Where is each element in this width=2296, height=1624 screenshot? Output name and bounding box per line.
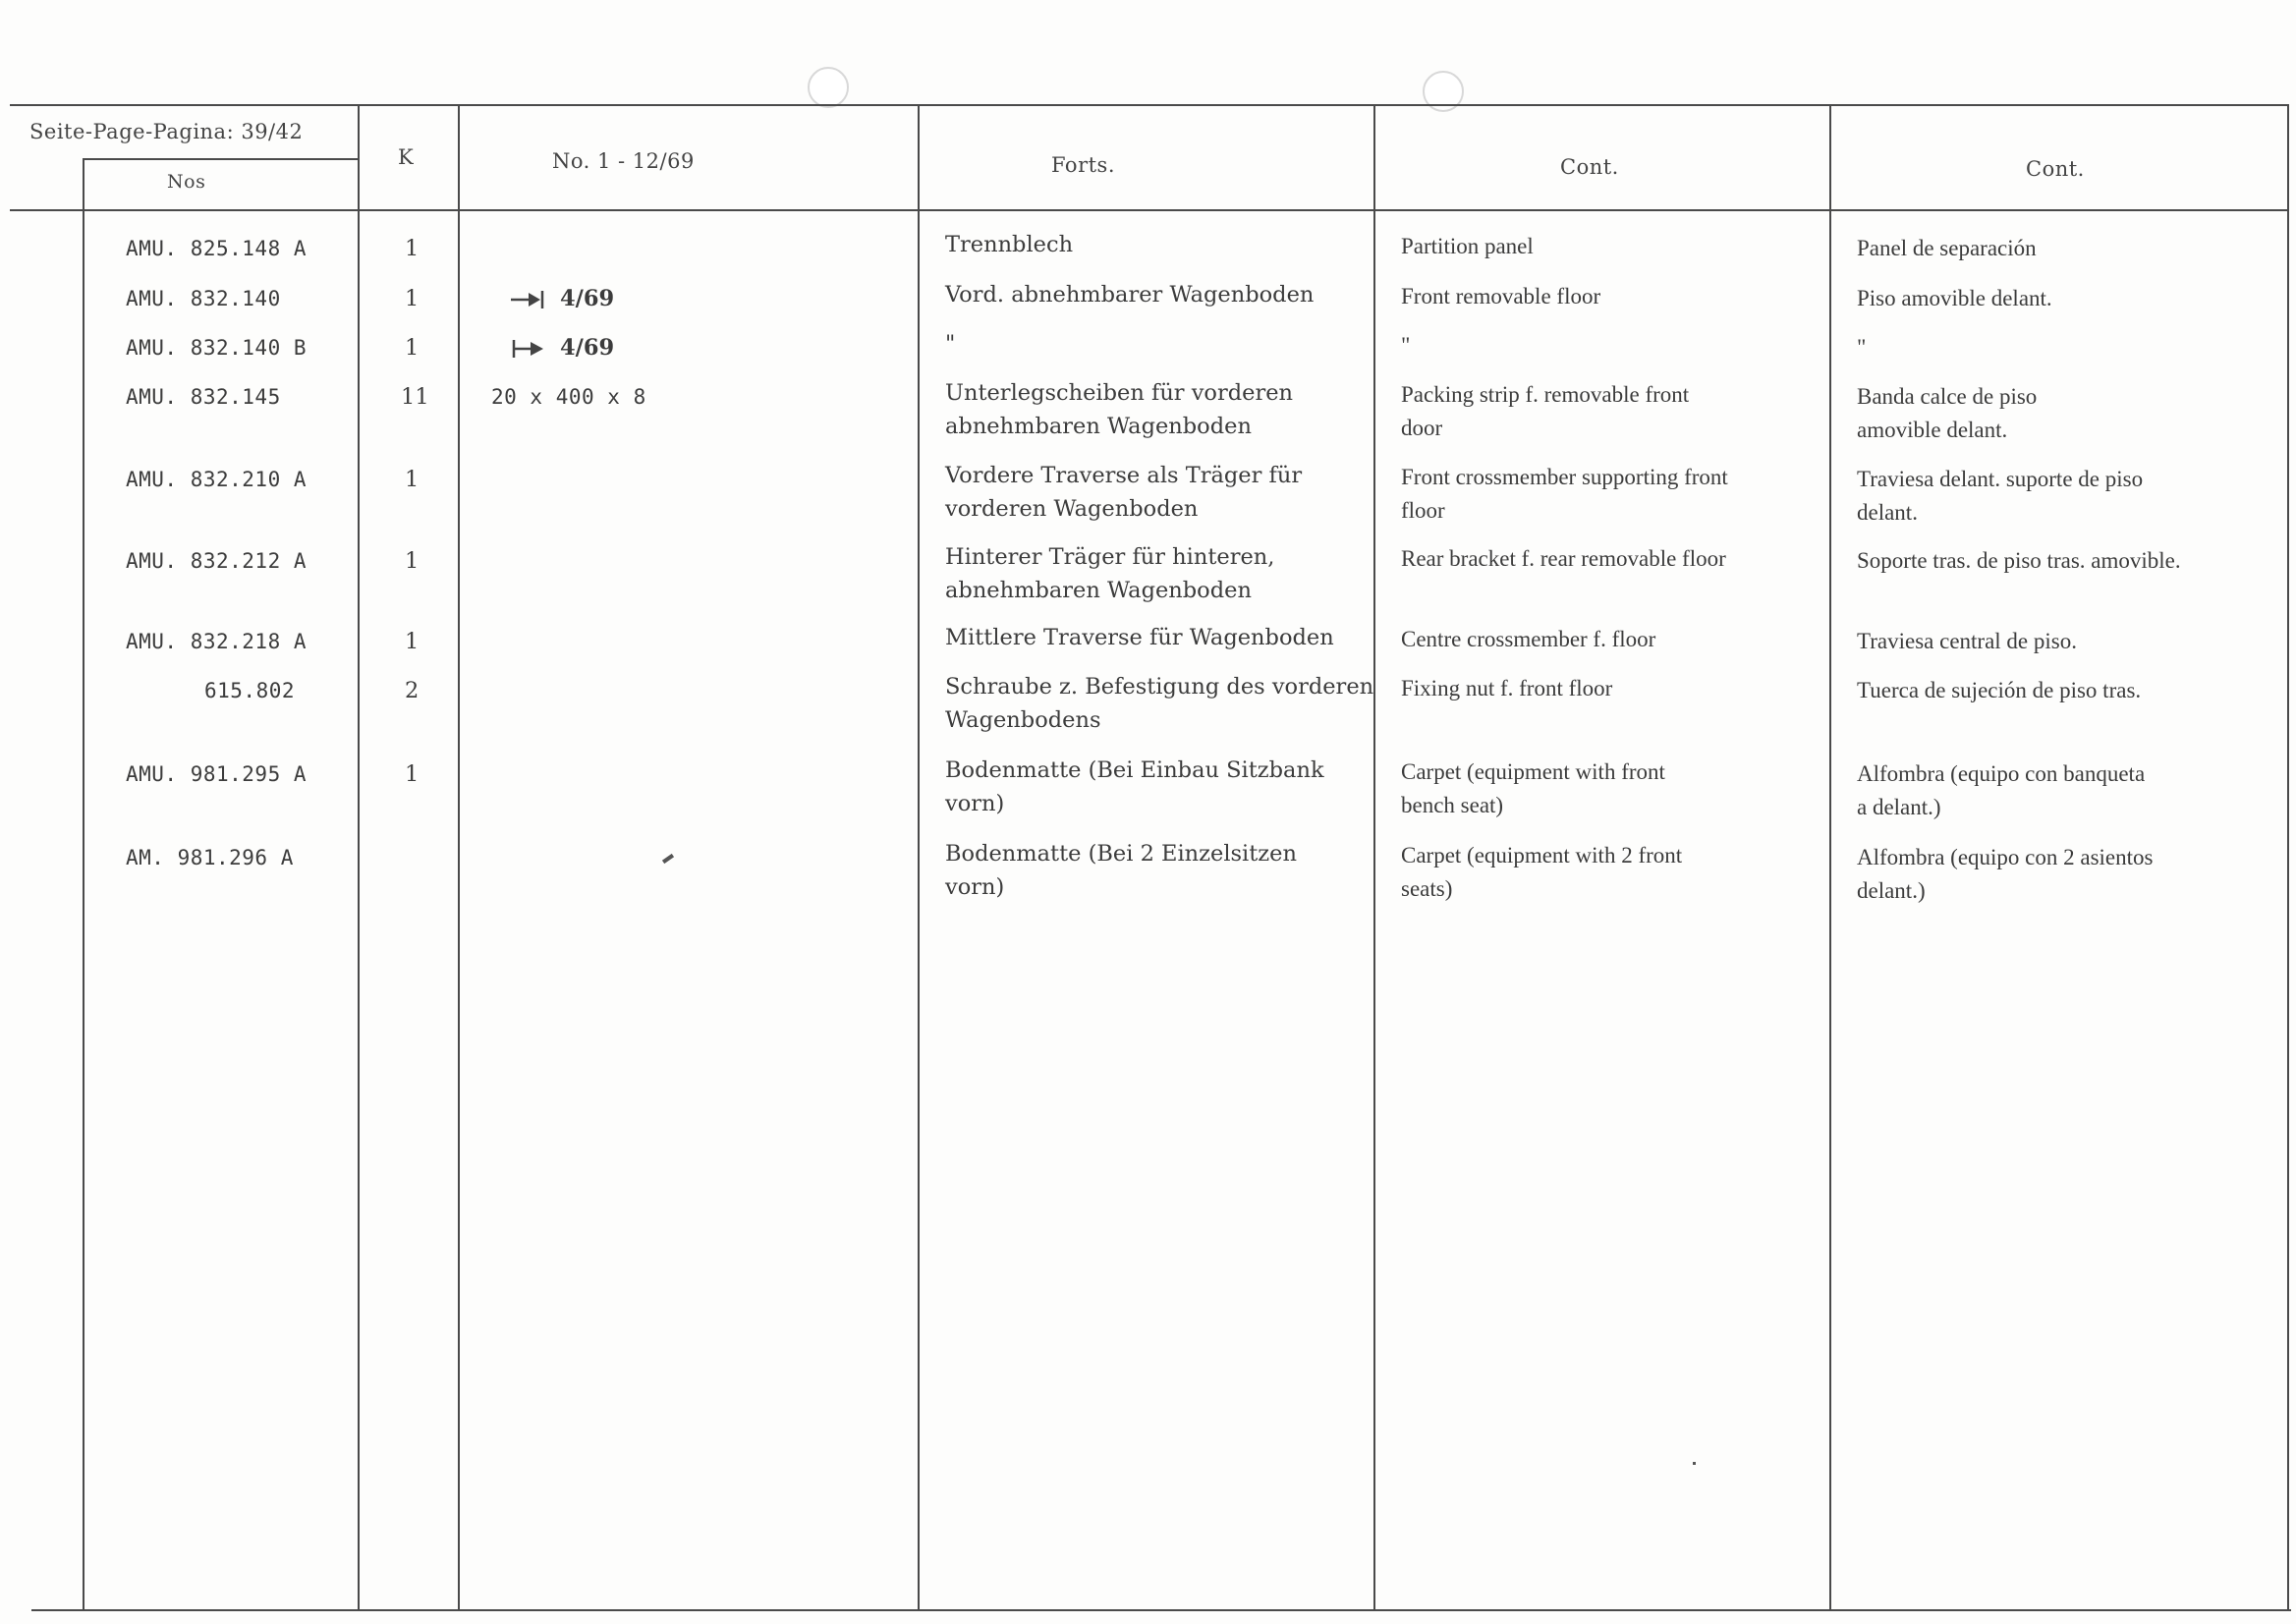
description-german-line: abnehmbaren Wagenboden xyxy=(945,414,1252,439)
description-spanish xyxy=(1857,331,1866,364)
description-english-line: bench seat) xyxy=(1401,793,1504,817)
description-english-line: door xyxy=(1401,416,1443,440)
end-arrow-icon xyxy=(511,289,546,310)
part-number: AMU. 832.140 B xyxy=(126,336,308,360)
description-german xyxy=(945,228,1073,261)
validity-note xyxy=(511,282,614,315)
part-number: 615.802 xyxy=(204,679,296,702)
description-english xyxy=(1401,542,1726,576)
part-number: AMU. 832.218 A xyxy=(126,630,308,653)
description-english-line: Partition panel xyxy=(1401,234,1534,258)
header-bottom-rule xyxy=(10,209,2287,211)
k-column-header: K xyxy=(398,145,415,169)
quantity: 1 xyxy=(405,286,420,311)
description-german xyxy=(945,278,1314,311)
description-spanish-line: Soporte tras. de piso tras. amovible. xyxy=(1857,548,2181,573)
description-spanish-line: Traviesa central de piso. xyxy=(1857,629,2077,653)
description-german xyxy=(945,459,1302,526)
description-english xyxy=(1401,756,1665,822)
description-english xyxy=(1401,280,1600,313)
page-number-label: Seite-Page-Pagina: 39/42 xyxy=(29,120,304,143)
part-number: AMU. 832.210 A xyxy=(126,468,308,491)
nos-column-header: Nos xyxy=(167,171,206,193)
part-number: AMU. 832.145 xyxy=(126,385,281,409)
column-rule-es-right xyxy=(2287,104,2289,1610)
description-english xyxy=(1401,672,1612,705)
description-spanish-line: delant. xyxy=(1857,500,1918,525)
description-german-line: " xyxy=(945,331,956,357)
description-german-line: Vord. abnehmbarer Wagenboden xyxy=(945,282,1315,308)
description-english-line: Carpet (equipment with 2 front xyxy=(1401,843,1683,868)
validity-date: 4/69 xyxy=(560,335,615,361)
description-spanish xyxy=(1857,282,2052,315)
description-german xyxy=(945,621,1334,654)
english-column-header: Cont. xyxy=(1560,155,1619,179)
description-german-line: Trennblech xyxy=(945,232,1074,257)
german-column-header: Forts. xyxy=(1051,153,1115,177)
quantity: 1 xyxy=(405,467,420,492)
description-spanish-line: Traviesa delant. suporte de piso xyxy=(1857,467,2144,491)
description-german-line: Vordere Traverse als Träger für xyxy=(945,463,1303,488)
scan-speck xyxy=(1693,1462,1696,1465)
description-german xyxy=(945,837,1297,904)
description-german xyxy=(945,376,1293,443)
scan-speck xyxy=(662,854,674,864)
description-german-line: vorderen Wagenboden xyxy=(945,496,1199,522)
description-english-line: Front removable floor xyxy=(1401,284,1601,308)
description-english-line: seats) xyxy=(1401,876,1453,901)
table-bottom-rule xyxy=(31,1609,2291,1611)
part-number: AMU. 832.212 A xyxy=(126,549,308,573)
start-arrow-icon xyxy=(511,338,546,360)
description-english-line: Front crossmember supporting front xyxy=(1401,465,1728,489)
column-rule-k-right xyxy=(458,104,460,1610)
description-english-line: " xyxy=(1401,333,1411,358)
description-english-line: Carpet (equipment with front xyxy=(1401,759,1665,784)
description-english-line: Fixing nut f. front floor xyxy=(1401,676,1613,700)
description-spanish xyxy=(1857,625,2077,658)
description-german xyxy=(945,754,1324,820)
description-german-line: Schraube z. Befestigung des vorderen xyxy=(945,674,1374,700)
description-spanish xyxy=(1857,674,2141,707)
description-spanish-line: Banda calce de piso xyxy=(1857,384,2038,409)
description-german-line: Wagenbodens xyxy=(945,707,1101,733)
description-spanish-line: Piso amovible delant. xyxy=(1857,286,2052,310)
description-german-line: Hinterer Träger für hinteren, xyxy=(945,544,1275,570)
description-german-line: Mittlere Traverse für Wagenboden xyxy=(945,625,1334,650)
description-spanish xyxy=(1857,463,2143,530)
quantity: 1 xyxy=(405,629,420,654)
column-rule-en-right xyxy=(1829,104,1831,1610)
description-spanish xyxy=(1857,841,2153,908)
description-spanish xyxy=(1857,380,2037,447)
validity-date: 4/69 xyxy=(560,286,615,311)
column-rule-k-left xyxy=(358,104,360,1610)
nos-label-rule xyxy=(83,158,358,160)
column-rule-de-right xyxy=(1373,104,1375,1610)
part-number: AM. 981.296 A xyxy=(126,846,294,869)
description-german xyxy=(945,540,1274,607)
description-english-line: Rear bracket f. rear removable floor xyxy=(1401,546,1726,571)
spanish-column-header: Cont. xyxy=(2026,157,2085,181)
description-spanish-line: amovible delant. xyxy=(1857,418,2008,442)
description-spanish xyxy=(1857,232,2037,265)
description-english xyxy=(1401,461,1728,528)
description-german-line: vorn) xyxy=(945,791,1005,816)
description-english xyxy=(1401,839,1682,906)
description-spanish-line: delant.) xyxy=(1857,878,1926,903)
description-german-line: Unterlegscheiben für vorderen xyxy=(945,380,1294,406)
punch-hole-left xyxy=(808,67,849,108)
description-spanish-line: " xyxy=(1857,335,1867,360)
validity-note xyxy=(511,331,614,364)
description-english xyxy=(1401,623,1655,656)
description-german-line: vorn) xyxy=(945,874,1005,900)
description-spanish xyxy=(1857,757,2145,824)
description-german xyxy=(945,670,1373,737)
description-spanish-line: Tuerca de sujeción de piso tras. xyxy=(1857,678,2142,702)
quantity: 1 xyxy=(405,335,420,361)
quantity: 1 xyxy=(405,548,420,574)
description-german-line: Bodenmatte (Bei 2 Einzelsitzen xyxy=(945,841,1297,867)
quantity: 11 xyxy=(401,384,429,410)
description-german-line: Bodenmatte (Bei Einbau Sitzbank xyxy=(945,757,1324,783)
description-spanish-line: a delant.) xyxy=(1857,795,1941,819)
header-top-rule xyxy=(10,104,2287,106)
dimensions: 20 x 400 x 8 xyxy=(491,385,646,409)
description-english-line: floor xyxy=(1401,498,1445,523)
part-number: AMU. 832.140 xyxy=(126,287,281,310)
description-spanish xyxy=(1857,544,2181,578)
description-english xyxy=(1401,329,1410,363)
description-german xyxy=(945,327,955,361)
part-number: AMU. 981.295 A xyxy=(126,762,308,786)
description-english-line: Centre crossmember f. floor xyxy=(1401,627,1656,651)
no-column-header: No. 1 - 12/69 xyxy=(552,149,695,173)
quantity: 1 xyxy=(405,236,420,261)
description-german-line: abnehmbaren Wagenboden xyxy=(945,578,1252,603)
description-spanish-line: Alfombra (equipo con banqueta xyxy=(1857,761,2146,786)
column-rule-no-right xyxy=(918,104,920,1610)
description-english-line: Packing strip f. removable front xyxy=(1401,382,1690,407)
description-english xyxy=(1401,230,1534,263)
quantity: 1 xyxy=(405,761,420,787)
column-rule-nos xyxy=(83,158,84,1610)
quantity: 2 xyxy=(405,678,420,703)
description-english xyxy=(1401,378,1689,445)
part-number: AMU. 825.148 A xyxy=(126,237,308,260)
description-spanish-line: Alfombra (equipo con 2 asientos xyxy=(1857,845,2154,869)
description-spanish-line: Panel de separación xyxy=(1857,236,2037,260)
